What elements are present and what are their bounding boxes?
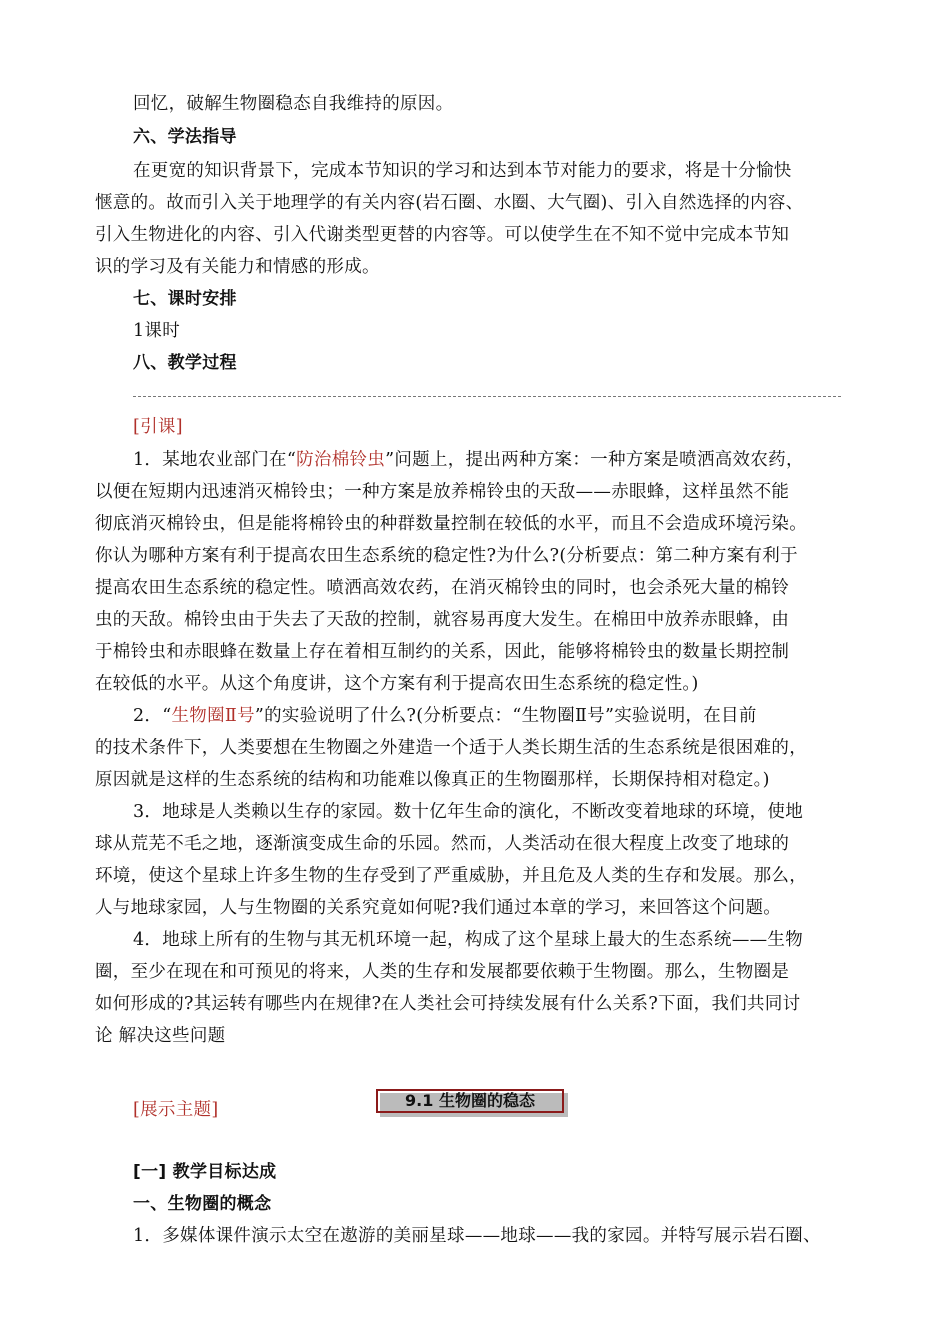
section6-line: 惬意的。故而引入关于地理学的有关内容(岩石圈、水圈、大气圈)、引入自然选择的内容、 (95, 193, 804, 213)
dashed-divider (133, 396, 841, 397)
intro-item4-line: 论 解决这些问题 (95, 1026, 226, 1046)
intro-item1-line: 提高农田生态系统的稳定性。喷洒高效农药，在消灭棉铃虫的同时，也会杀死大量的棉铃 (95, 578, 790, 598)
section6-line: 识的学习及有关能力和情感的形成。 (95, 257, 380, 277)
intro-item3-line: 环境，使这个星球上许多生物的生存受到了严重威胁，并且危及人类的生存和发展。那么， (95, 866, 807, 886)
section6-heading: 六、学法指导 (133, 127, 237, 147)
intro-item1-line: 虫的天敌。棉铃虫由于失去了天敌的控制，就容易再度大发生。在棉田中放养赤眼蜂，由 (95, 610, 790, 630)
section6-line: 引入生物进化的内容、引入代谢类型更替的内容等。可以使学生在不知不觉中完成本节知 (95, 225, 790, 245)
goals-line: 1．多媒体课件演示太空在遨游的美丽星球——地球——我的家园。并特写展示岩石圈、 (133, 1226, 821, 1246)
goals-heading: [一] 教学目标达成 (133, 1162, 277, 1182)
section6-line: 在更宽的知识背景下，完成本节知识的学习和达到本节对能力的要求，将是十分愉快 (133, 161, 792, 181)
intro-item2-highlight: 生物圈Ⅱ号 (171, 706, 255, 726)
intro-item2-line: 的技术条件下，人类要想在生物圈之外建造一个适于人类长期生活的生态系统是很困难的， (95, 738, 807, 758)
intro-item2-first-line (133, 704, 757, 728)
intro-item3-line: 3．地球是人类赖以生存的家园。数十亿年生命的演化，不断改变着地球的环境，使地 (133, 802, 804, 822)
intro-item4-line: 4．地球上所有的生物与其无机环境一起，构成了这个星球上最大的生态系统——生物 (133, 930, 804, 950)
intro-item1-highlight: 防治棉铃虫 (296, 450, 386, 470)
section8-heading: 八、教学过程 (133, 353, 237, 373)
intro-item4-line: 如何形成的?其运转有哪些内在规律?在人类社会可持续发展有什么关系?下面，我们共同讨 (95, 994, 801, 1014)
intro-item1-pre: 1．某地农业部门在“ (133, 450, 297, 470)
intro-item1-first-line (133, 448, 804, 472)
intro-item1-line: 在较低的水平。从这个角度讲，这个方案有利于提高农田生态系统的稳定性。) (95, 674, 699, 694)
intro-label: [引课] (133, 417, 183, 437)
theme-title-box: 9.1 生物圈的稳态 (376, 1089, 564, 1113)
intro-item4-line: 圈，至少在现在和可预见的将来，人类的生存和发展都要依赖于生物圈。那么，生物圈是 (95, 962, 790, 982)
intro-item1-line: 彻底消灭棉铃虫，但是能将棉铃虫的种群数量控制在较低的水平，而且不会造成环境污染。 (95, 514, 807, 534)
intro-item2-pre: 2．“ (133, 706, 172, 726)
section7-heading: 七、课时安排 (133, 289, 237, 309)
intro-item1-post: ”问题上，提出两种方案：一种方案是喷洒高效农药， (385, 450, 804, 470)
goals-subheading: 一、生物圈的概念 (133, 1194, 272, 1214)
intro-item3-line: 人与地球家园，人与生物圈的关系究竟如何呢?我们通过本章的学习，来回答这个问题。 (95, 898, 782, 918)
intro-item2-line: 原因就是这样的生态系统的结构和功能难以像真正的生物圈那样，长期保持相对稳定。) (95, 770, 770, 790)
intro-item1-line: 你认为哪种方案有利于提高农田生态系统的稳定性?为什么?(分析要点：第二种方案有利于 (95, 546, 798, 566)
section5-tail: 回忆，破解生物圈稳态自我维持的原因。 (133, 94, 454, 114)
intro-item3-line: 球从荒芜不毛之地，逐渐演变成生命的乐园。然而，人类活动在很大程度上改变了地球的 (95, 834, 790, 854)
intro-item2-post: ”的实验说明了什么?(分析要点：“生物圈Ⅱ号”实验说明，在目前 (254, 706, 757, 726)
theme-label: [展示主题] (133, 1100, 219, 1120)
intro-item1-line: 以便在短期内迅速消灭棉铃虫；一种方案是放养棉铃虫的天敌——赤眼蜂，这样虽然不能 (95, 482, 790, 502)
section7-body: 1课时 (133, 321, 181, 341)
intro-item1-line: 于棉铃虫和赤眼蜂在数量上存在着相互制约的关系，因此，能够将棉铃虫的数量长期控制 (95, 642, 790, 662)
